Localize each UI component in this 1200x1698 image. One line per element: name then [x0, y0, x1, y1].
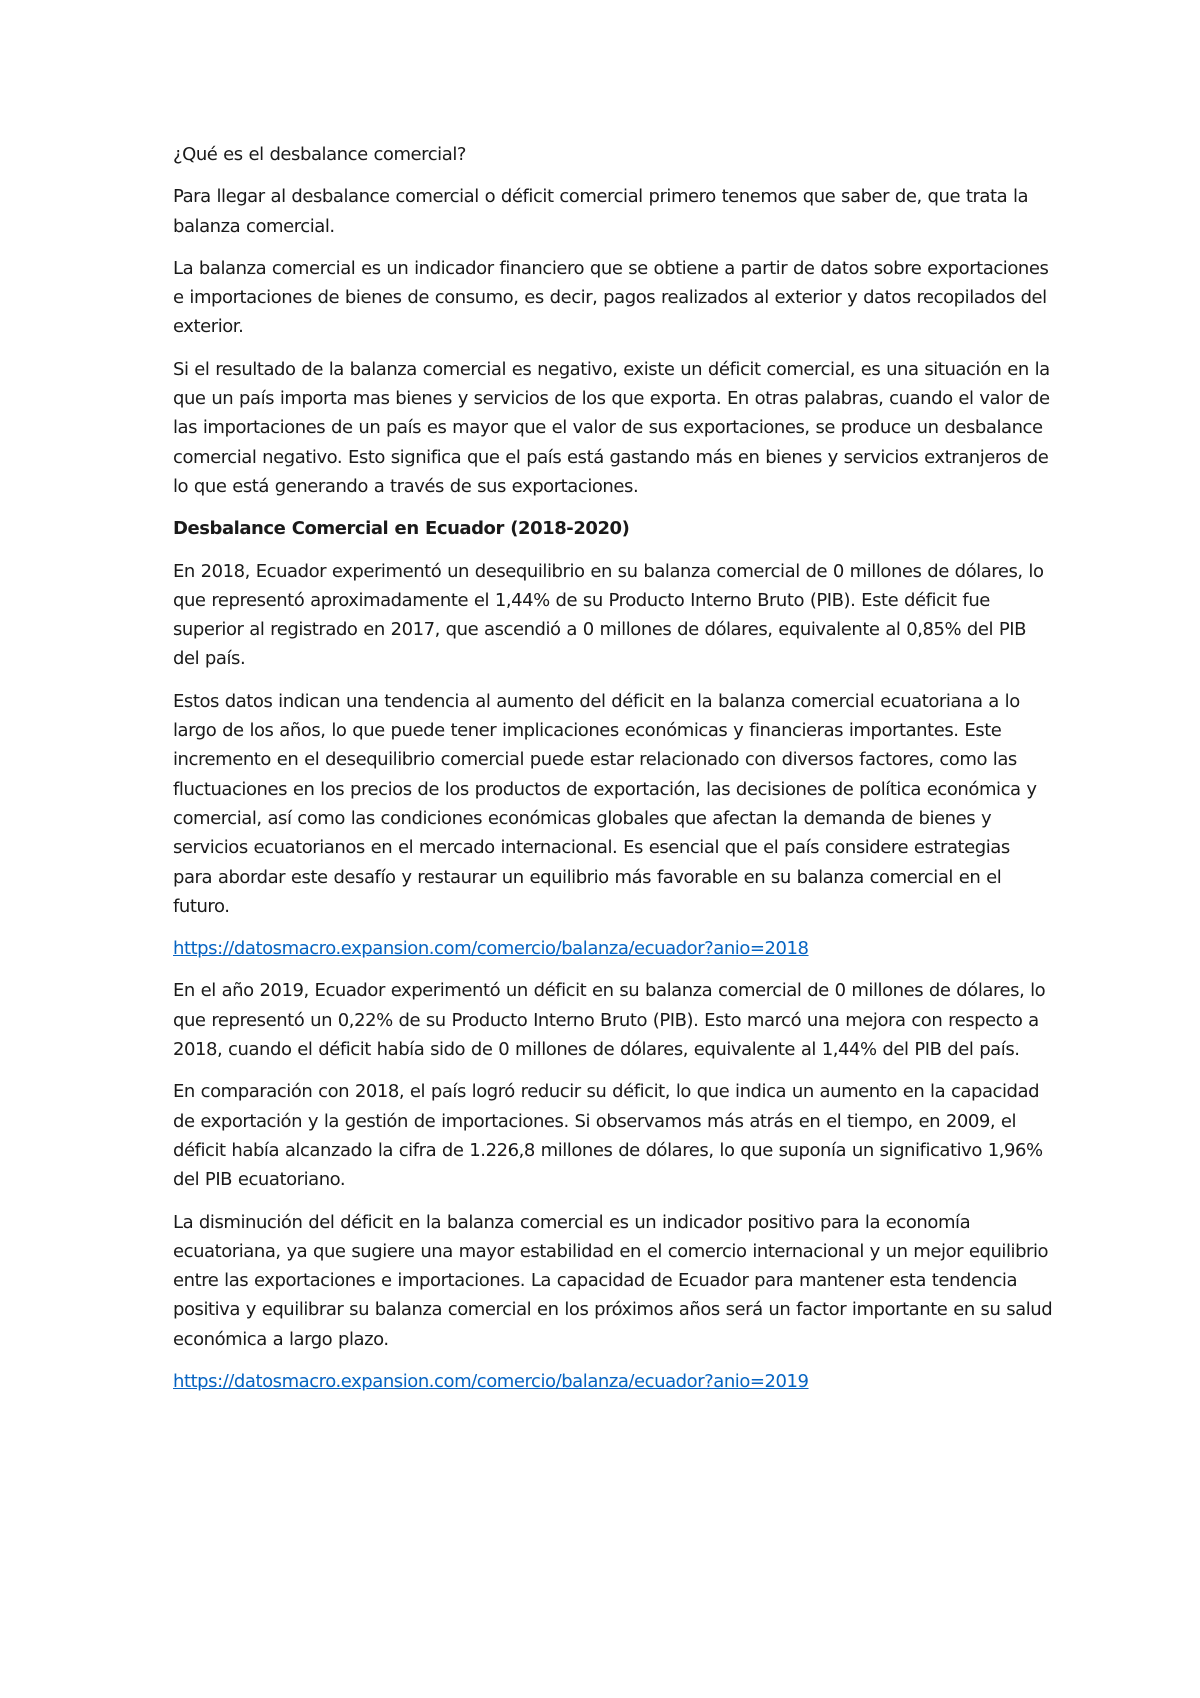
deficit-explanation-paragraph: Si el resultado de la balanza comercial es negativo, existe un déficit comercial, es una situación en la que un país importa mas bienes y servicios de los que exporta. En otras palabras, cuando el valor de las importaciones de un país es mayor que el valor de sus exportaciones, se produce un desbalance comercial negativo. Esto significa que el país está gastando más en bienes y servicios extranjeros de lo que está generando a través de sus exportaciones.	[173, 358, 1050, 497]
title-question: ¿Qué es el desbalance comercial?	[173, 144, 466, 165]
intro-paragraph: Para llegar al desbalance comercial o déficit comercial primero tenemos que saber de, que trata la balanza comercial.	[173, 186, 1029, 237]
source-link-2019[interactable]: https://datosmacro.expansion.com/comercio/balanza/ecuador?anio=2019	[173, 1370, 809, 1392]
link-2018-wrapper	[173, 934, 1053, 963]
link-2019-wrapper	[173, 1367, 1053, 1396]
document-body	[173, 140, 1053, 1409]
section-heading: Desbalance Comercial en Ecuador (2018-2020)	[173, 518, 630, 540]
paragraph-2019: En el año 2019, Ecuador experimentó un déficit en su balanza comercial de 0 millones de dólares, lo que representó un 0,22% de su Producto Interno Bruto (PIB). Esto marcó una mejora con respecto a 2018, cuando el déficit había sido de 0 millones de dólares, equivalente al 1,44% del PIB del país.	[173, 980, 1046, 1061]
comparison-paragraph: En comparación con 2018, el país logró reducir su déficit, lo que indica un aumento en la capacidad de exportación y la gestión de importaciones. Si observamos más atrás en el tiempo, en 2009, el déficit había alcanzado la cifra de 1.226,8 millones de dólares, lo que suponía un significativo 1,96% del PIB ecuatoriano.	[173, 1081, 1043, 1191]
paragraph-2018: En 2018, Ecuador experimentó un desequilibrio en su balanza comercial de 0 millones de dólares, lo que representó aproximadamente el 1,44% de su Producto Interno Bruto (PIB). Este déficit fue superior al registrado en 2017, que ascendió a 0 millones de dólares, equivalente al 0,85% del PIB del país.	[173, 560, 1044, 670]
source-link-2018[interactable]: https://datosmacro.expansion.com/comercio/balanza/ecuador?anio=2018	[173, 938, 809, 960]
trend-paragraph: Estos datos indican una tendencia al aumento del déficit en la balanza comercial ecuatoriana a lo largo de los años, lo que puede tener implicaciones económicas y financieras importantes. Este incremento en el desequilibrio comercial puede estar relacionado con diversos factores, como las fluctuaciones en los precios de los productos de exportación, las decisiones de política económica y comercial, así como las condiciones económicas globales que afectan la demanda de bienes y servicios ecuatorianos en el mercado internacional. Es esencial que el país considere estrategias para abordar este desafío y restaurar un equilibrio más favorable en su balanza comercial en el futuro.	[173, 690, 1037, 917]
definition-paragraph: La balanza comercial es un indicador financiero que se obtiene a partir de datos sobre exportaciones e importaciones de bienes de consumo, es decir, pagos realizados al exterior y datos recopilados del exterior.	[173, 257, 1049, 338]
conclusion-paragraph: La disminución del déficit en la balanza comercial es un indicador positivo para la economía ecuatoriana, ya que sugiere una mayor estabilidad en el comercio internacional y un mejor equilibrio entre las exportaciones e importaciones. La capacidad de Ecuador para mantener esta tendencia positiva y equilibrar su balanza comercial en los próximos años será un factor importante en su salud económica a largo plazo.	[173, 1211, 1053, 1350]
